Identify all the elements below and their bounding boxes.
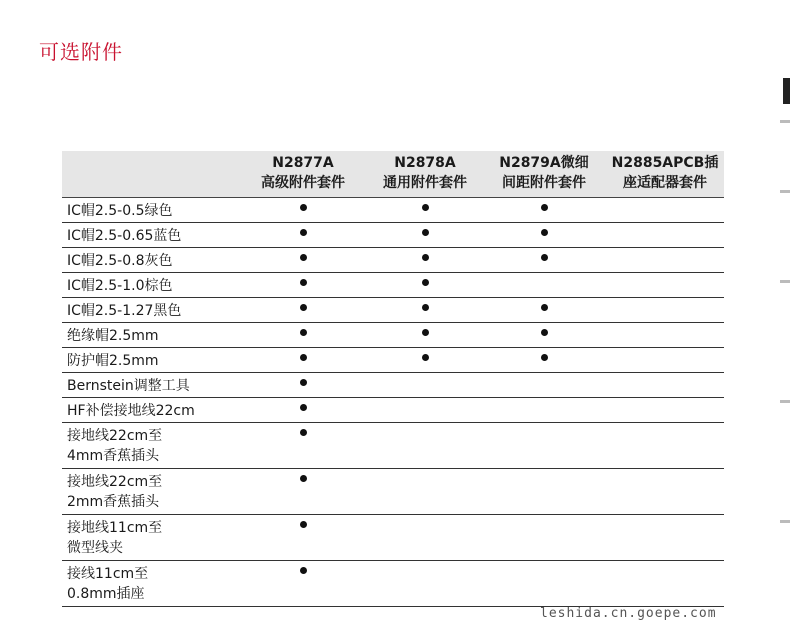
row-label: 接地线22cm至 2mm香蕉插头 <box>67 474 163 510</box>
table-row <box>62 515 724 561</box>
table-row <box>62 198 724 223</box>
watermark: leshida.cn.goepe.com <box>540 606 717 621</box>
included-dot <box>300 279 307 286</box>
included-dot <box>422 304 429 311</box>
included-dot <box>541 304 548 311</box>
included-dot <box>300 329 307 336</box>
accessory-table <box>62 151 724 607</box>
included-dot <box>300 429 307 436</box>
included-dot <box>300 567 307 574</box>
edge-mark <box>780 520 790 523</box>
table-header <box>62 151 724 198</box>
header-n2885a: N2885APCB插 座适配器套件 <box>611 155 719 191</box>
header-n2878a: N2878A 通用附件套件 <box>383 155 467 191</box>
row-label: 绝缘帽2.5mm <box>67 328 159 344</box>
edge-mark <box>780 400 790 403</box>
table-body <box>62 198 724 607</box>
row-label: IC帽2.5-0.65蓝色 <box>67 228 182 244</box>
row-label: Bernstein调整工具 <box>67 378 190 394</box>
row-label: IC帽2.5-0.8灰色 <box>67 253 173 269</box>
section-title: 可选附件 <box>39 40 123 64</box>
included-dot <box>541 354 548 361</box>
row-label: 接地线22cm至 4mm香蕉插头 <box>67 428 163 464</box>
included-dot <box>541 254 548 261</box>
edge-mark <box>780 190 790 193</box>
header-n2877a: N2877A 高级附件套件 <box>261 155 345 191</box>
row-label: IC帽2.5-1.27黑色 <box>67 303 182 319</box>
included-dot <box>300 354 307 361</box>
included-dot <box>300 379 307 386</box>
table-row <box>62 561 724 607</box>
included-dot <box>300 204 307 211</box>
table-row <box>62 223 724 248</box>
row-label: IC帽2.5-1.0棕色 <box>67 278 173 294</box>
row-label: 接地线11cm至 微型线夹 <box>67 520 163 556</box>
included-dot <box>300 304 307 311</box>
included-dot <box>300 475 307 482</box>
table-row <box>62 469 724 515</box>
edge-mark <box>780 280 790 283</box>
table-row <box>62 273 724 298</box>
edge-bar <box>783 78 790 104</box>
header-n2879a: N2879A微细 间距附件套件 <box>499 155 589 191</box>
included-dot <box>422 354 429 361</box>
table-row <box>62 398 724 423</box>
table-row <box>62 373 724 398</box>
included-dot <box>300 404 307 411</box>
table-row <box>62 298 724 323</box>
row-label: 接线11cm至 0.8mm插座 <box>67 566 149 602</box>
row-label: 防护帽2.5mm <box>67 353 159 369</box>
included-dot <box>541 204 548 211</box>
row-label: IC帽2.5-0.5绿色 <box>67 203 173 219</box>
table-row <box>62 323 724 348</box>
table-row <box>62 248 724 273</box>
included-dot <box>422 329 429 336</box>
table-row <box>62 423 724 469</box>
included-dot <box>422 279 429 286</box>
included-dot <box>300 521 307 528</box>
included-dot <box>422 254 429 261</box>
page-edge-decoration <box>780 70 790 610</box>
included-dot <box>422 229 429 236</box>
included-dot <box>300 229 307 236</box>
row-label: HF补偿接地线22cm <box>67 403 195 419</box>
included-dot <box>300 254 307 261</box>
included-dot <box>422 204 429 211</box>
included-dot <box>541 329 548 336</box>
edge-mark <box>780 120 790 123</box>
included-dot <box>541 229 548 236</box>
table-row <box>62 348 724 373</box>
